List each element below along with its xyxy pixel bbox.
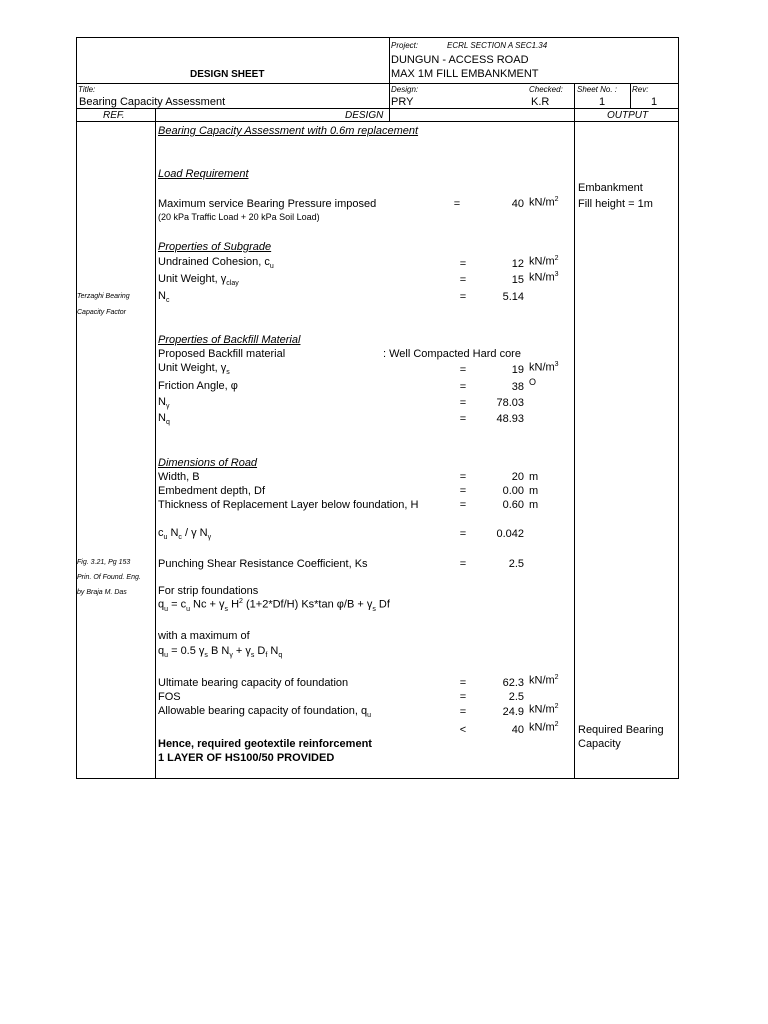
ratio-value: 0.042 bbox=[496, 528, 524, 540]
load-value: 40 bbox=[511, 198, 524, 210]
max-label: with a maximum of bbox=[158, 630, 250, 642]
cu-label: Undrained Cohesion, $c_u$ bbox=[158, 256, 274, 271]
sheet-no-value: 1 bbox=[599, 96, 606, 108]
sheet-no-label: Sheet No. : bbox=[577, 85, 618, 94]
req-unit: $kN/m^2$ bbox=[529, 721, 559, 734]
df-label: Embedment depth, Df bbox=[158, 485, 266, 497]
cu-eq: = bbox=[459, 258, 467, 270]
ref-fig-1: Fig. 3.21, Pg 153 bbox=[77, 559, 131, 566]
gs-value: 19 bbox=[511, 364, 524, 376]
phi-unit: O bbox=[529, 377, 537, 387]
hence-line-1: Hence, required geotextile reinforcement bbox=[158, 738, 372, 750]
column-ref: REF. bbox=[103, 110, 125, 121]
load-eq: = bbox=[453, 198, 461, 210]
ngamma-eq: = bbox=[459, 397, 467, 409]
checked-label: Checked: bbox=[529, 85, 563, 94]
ref-divider bbox=[155, 108, 156, 778]
max-formula: $q_u = 0.5$ $\gamma_s$ B $N_\gamma + \gamma_s$ $D_f$ $N_q$ bbox=[158, 645, 283, 660]
main-heading: Bearing Capacity Assessment with 0.6m replacement bbox=[158, 125, 419, 137]
header-bottom-rule bbox=[77, 121, 678, 122]
project-label: Project: bbox=[391, 41, 419, 50]
fos-eq: = bbox=[459, 691, 467, 703]
nc-label: $N_c$ bbox=[158, 290, 170, 305]
dims-heading: Dimensions of Road bbox=[158, 457, 258, 469]
gs-unit: $kN/m^3$ bbox=[529, 361, 559, 374]
load-label: Maximum service Bearing Pressure imposed bbox=[158, 198, 377, 210]
gclay-value: 15 bbox=[511, 274, 524, 286]
req-value: 40 bbox=[511, 724, 524, 736]
design-label: Design: bbox=[391, 85, 419, 94]
title-rule bbox=[77, 83, 678, 84]
project-line-1: DUNGUN - ACCESS ROAD bbox=[391, 54, 529, 66]
cu-value: 12 bbox=[511, 258, 524, 270]
subgrade-heading: Properties of Subgrade bbox=[158, 241, 272, 253]
h-eq: = bbox=[459, 499, 467, 511]
nc-value: 5.14 bbox=[502, 291, 524, 303]
phi-eq: = bbox=[459, 381, 467, 393]
ngamma-label: $N_\gamma$ bbox=[158, 396, 170, 411]
hence-line-2: 1 LAYER OF HS100/50 PROVIDED bbox=[158, 752, 335, 764]
output-embankment-2: Fill height = 1m bbox=[578, 198, 653, 210]
backfill-label: Proposed Backfill material bbox=[158, 348, 286, 360]
h-label: Thickness of Replacement Layer below foundation, H bbox=[158, 499, 419, 511]
rev-value: 1 bbox=[651, 96, 658, 108]
nc-eq: = bbox=[459, 291, 467, 303]
load-note: (20 kPa Traffic Load + 20 kPa Soil Load) bbox=[158, 212, 320, 222]
width-unit: m bbox=[529, 471, 539, 483]
output-divider bbox=[574, 108, 575, 778]
ratio-eq: = bbox=[459, 528, 467, 540]
gs-eq: = bbox=[459, 364, 467, 376]
ult-label: Ultimate bearing capacity of foundation bbox=[158, 677, 349, 689]
width-eq: = bbox=[459, 471, 467, 483]
ult-value: 62.3 bbox=[502, 677, 524, 689]
phi-label: Friction Angle, φ bbox=[158, 380, 238, 392]
fos-value: 2.5 bbox=[508, 691, 524, 703]
ref-terzaghi-1: Terzaghi Bearing bbox=[77, 293, 130, 300]
width-label: Width, B bbox=[158, 471, 200, 483]
load-unit: $kN/m^2$ bbox=[529, 196, 559, 209]
ref-fig-3: by Braja M. Das bbox=[77, 589, 127, 596]
df-value: 0.00 bbox=[502, 485, 524, 497]
output-embankment-1: Embankment bbox=[578, 182, 643, 194]
ks-label: Punching Shear Resistance Coefficient, Ks bbox=[158, 558, 368, 570]
ult-eq: = bbox=[459, 677, 467, 689]
output-required-2: Capacity bbox=[578, 738, 621, 750]
backfill-value: : Well Compacted Hard core bbox=[383, 348, 521, 360]
df-unit: m bbox=[529, 485, 539, 497]
width-value: 20 bbox=[511, 471, 524, 483]
design-sheet-title: DESIGN SHEET bbox=[190, 69, 265, 80]
ks-eq: = bbox=[459, 558, 467, 570]
phi-value: 38 bbox=[511, 381, 524, 393]
design-value: PRY bbox=[391, 96, 414, 108]
column-design: DESIGN bbox=[345, 110, 384, 121]
gclay-label: Unit Weight, $\gamma_{clay}$ bbox=[158, 273, 239, 288]
fos-label: FOS bbox=[158, 691, 181, 703]
gclay-unit: $kN/m^3$ bbox=[529, 271, 559, 284]
ratio-formula: $c_u$ $N_c$ / γ $N_\gamma$ bbox=[158, 527, 212, 542]
rev-label: Rev: bbox=[632, 85, 649, 94]
strip-label: For strip foundations bbox=[158, 585, 259, 597]
df-eq: = bbox=[459, 485, 467, 497]
ks-value: 2.5 bbox=[508, 558, 524, 570]
project-line-2: MAX 1M FILL EMBANKMENT bbox=[391, 68, 539, 80]
strip-formula: $q_u = c_u$ $Nc + \gamma_s$ $H^2$ (1+2*Df/H) Ks*tan $\varphi/B + \gamma_s$ Df bbox=[158, 598, 390, 613]
allow-value: 24.9 bbox=[502, 706, 524, 718]
rev-divider bbox=[630, 83, 631, 108]
allow-eq: = bbox=[459, 706, 467, 718]
allow-label: Allowable bearing capacity of foundation, $q_u$ bbox=[158, 705, 372, 720]
ngamma-value: 78.03 bbox=[496, 397, 524, 409]
req-lt: < bbox=[459, 724, 467, 736]
load-heading: Load Requirement bbox=[158, 168, 249, 180]
title-label: Title: bbox=[78, 85, 96, 94]
output-required-1: Required Bearing bbox=[578, 724, 664, 736]
h-value: 0.60 bbox=[502, 499, 524, 511]
nq-value: 48.93 bbox=[496, 413, 524, 425]
allow-unit: $kN/m^2$ bbox=[529, 703, 559, 716]
ref-fig-2: Prin. Of Found. Eng. bbox=[77, 574, 141, 581]
backfill-heading: Properties of Backfill Material bbox=[158, 334, 301, 346]
title-bottom-rule bbox=[77, 108, 678, 109]
ult-unit: $kN/m^2$ bbox=[529, 674, 559, 687]
cu-unit: $kN/m^2$ bbox=[529, 255, 559, 268]
checked-value: K.R bbox=[531, 96, 550, 108]
nq-eq: = bbox=[459, 413, 467, 425]
project-value: ECRL SECTION A SEC1.34 bbox=[447, 41, 548, 50]
gs-label: Unit Weight, $\gamma_s$ bbox=[158, 362, 230, 377]
title-value: Bearing Capacity Assessment bbox=[79, 96, 226, 108]
h-unit: m bbox=[529, 499, 539, 511]
gclay-eq: = bbox=[459, 274, 467, 286]
column-output: OUTPUT bbox=[607, 110, 649, 121]
ref-terzaghi-2: Capacity Factor bbox=[77, 309, 127, 316]
nq-label: $N_q$ bbox=[158, 412, 170, 427]
